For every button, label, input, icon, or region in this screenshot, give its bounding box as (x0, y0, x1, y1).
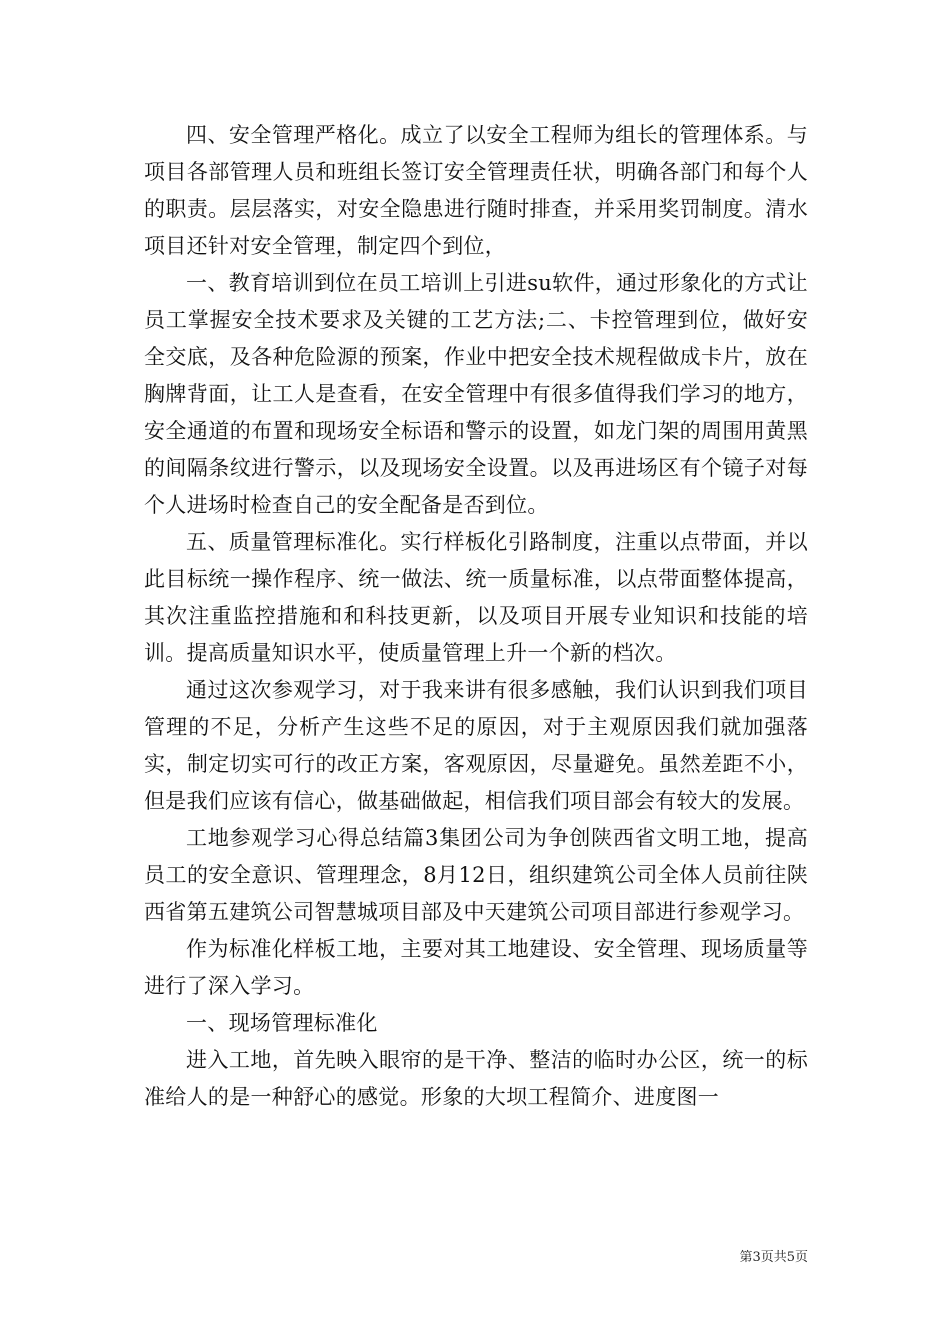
section-heading-site-management: 一、现场管理标准化 (186, 1011, 378, 1035)
paragraph-reflection: 通过这次参观学习，对于我来讲有很多感触，我们认识到我们项目管理的不足，分析产生这些不足的原因，对于主观原因我们就加强落实，制定切实可行的改正方案，客观原因，尽量避免。虽然差距不小，但是我们应该有信心，做基础做起，相信我们项目部会有较大的发展。 (144, 678, 808, 813)
paragraph-quality-management: 五、质量管理标准化。实行样板化引路制度，注重以点带面，并以此目标统一操作程序、统一做法、统一质量标准，以点带面整体提高，其次注重监控措施和和科技更新，以及项目开展专业知识和技能的培训。提高质量知识水平，使质量管理上升一个新的档次。 (144, 530, 808, 665)
paragraph-visit-summary: 工地参观学习心得总结篇3集团公司为争创陕西省文明工地，提高员工的安全意识、管理理念，8月12日，组织建筑公司全体人员前往陕西省第五建筑公司智慧城项目部及中天建筑公司项目部进行参观学习。 (144, 826, 808, 924)
page-number: 第3页共5页 (739, 1250, 808, 1265)
document-body (144, 117, 808, 1116)
paragraph-training-control: 一、教育培训到位在员工培训上引进su软件，通过形象化的方式让员工掌握安全技术要求及关键的工艺方法;二、卡控管理到位，做好安全交底，及各种危险源的预案，作业中把安全技术规程做成卡片，放在胸牌背面，让工人是查看，在安全管理中有很多值得我们学习的地方，安全通道的布置和现场安全标语和警示的设置，如龙门架的周围用黄黑的间隔条纹进行警示，以及现场安全设置。以及再进场区有个镜子对每个人进场时检查自己的安全配备是否到位。 (144, 271, 808, 517)
paragraph-standard-site: 作为标准化样板工地，主要对其工地建设、安全管理、现场质量等进行了深入学习。 (144, 937, 808, 998)
paragraph-site-entry: 进入工地，首先映入眼帘的是干净、整洁的临时办公区，统一的标准给人的是一种舒心的感觉。形象的大坝工程简介、进度图一 (144, 1048, 808, 1109)
paragraph-safety-management: 四、安全管理严格化。成立了以安全工程师为组长的管理体系。与项目各部管理人员和班组长签订安全管理责任状，明确各部门和每个人的职责。层层落实，对安全隐患进行随时排查，并采用奖罚制度。清水项目还针对安全管理，制定四个到位， (144, 123, 808, 258)
